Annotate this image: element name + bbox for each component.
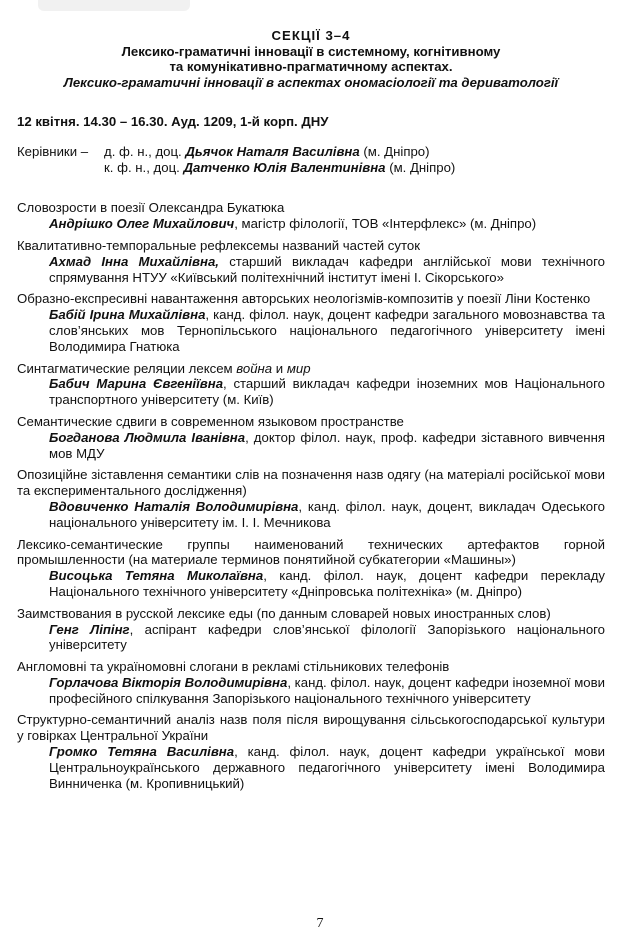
talk-title: Структурно-семантичний аналіз назв поля після вирощування сільськогосподарської культури у говірках Центральної України [17,712,605,744]
author-name: Ахмад Інна Михайлівна, [49,253,219,269]
leader-name: Дьячок Наталя Василівна [185,144,360,160]
talk-author [17,622,605,654]
author-info: , канд. філол. наук, доцент кафедри загального мовознавства та слов’янських мов Тернопільського національного педагогічного університету імені Володимира Гнатюка [49,307,605,354]
leader-row [17,144,605,160]
section-subtitle-2: та комунікативно-прагматичному аспектах. [169,59,453,75]
talk-author [17,430,605,462]
section-header [17,28,605,90]
author-info: , доктор філол. наук, проф. кафедри зіставного вивчення мов МДУ [49,429,605,461]
talk-item [17,659,605,706]
talk-item [17,414,605,461]
section-title: СЕКЦІЇ 3–4 [271,28,351,43]
talk-author [17,499,605,531]
leader-degree: д. ф. н., доц. [104,144,182,160]
talk-title: Семантические сдвиги в современном языковом пространстве [17,413,404,429]
title-italic-term: война [236,360,273,376]
talk-item [17,537,605,600]
talk-item [17,238,605,285]
talk-item [17,291,605,354]
leaders-block [17,144,605,176]
leader-row [17,160,605,176]
talk-title: Квалитативно-темпоральные рефлексемы названий частей суток [17,237,420,253]
author-name: Висоцька Тетяна Миколаївна [49,568,264,584]
leader-place: (м. Дніпро) [389,160,456,176]
section-subtitle-1: Лексико-граматичні інновації в системному, когнітивному [121,43,501,59]
author-info: старший викладач кафедри англійської мови технічного спрямування НТУУ «Київський політехнічний інститут імені І. Сікорського» [49,253,605,285]
author-name: Горлачова Вікторія Володимирівна [49,674,288,690]
author-name: Бабій Ірина Михайлівна [49,307,206,323]
talk-title: Словозрости в поезії Олександра Букатюка [17,200,285,216]
talk-author [17,744,605,791]
title-italic-term: мир [286,360,311,376]
author-info: , канд. філол. наук, доцент, викладач Одеського національного університету ім. І. І. Мечникова [49,498,605,530]
session-datetime: 12 квітня. 14.30 – 16.30. Ауд. 1209, 1-й корп. ДНУ [17,114,329,130]
talk-author [17,568,605,600]
document-page [17,28,605,797]
talk-item [17,606,605,653]
talk-author [17,376,605,408]
talk-title: Образно-експресивні навантаження авторських неологізмів-композитів у поезії Ліни Костенко [17,291,591,307]
talk-title: Англомовні та україномовні слогани в рекламі стільникових телефонів [17,659,450,675]
leader-name: Датченко Юлія Валентинівна [183,160,386,176]
talk-author [17,675,605,707]
top-tab [38,0,190,11]
talk-item [17,361,605,408]
author-name: Громко Тетяна Василівна [49,744,235,760]
author-info: , магістр філології, ТОВ «Інтерфлекс» (м. Дніпро) [234,216,537,232]
talk-title [17,361,605,377]
talk-title: Лексико-семантические группы наименований технических артефактов горной промышленности (на материале терминов понятийной субкатегории «Машины») [17,536,605,568]
title-text: и [272,360,287,376]
talk-title: Заимствования в русской лексике еды (по данным словарей новых иностранных слов) [17,605,551,621]
author-name: Вдовиченко Наталія Володимирівна [49,498,299,514]
talk-item [17,200,605,232]
author-info: , аспірант кафедри слов’янської філології Запорізького національного університету [49,621,606,653]
section-subtitle-3: Лексико-граматичні інновації в аспектах ономасіології та дериватології [63,74,559,90]
leaders-label: Керівники – [17,144,89,160]
author-name: Андрішко Олег Михайлович [49,216,235,232]
author-info: , старший викладач кафедри іноземних мов Національного транспортного університету (м. Київ) [49,376,605,408]
talk-title: Опозиційне зіставлення семантики слів на позначення назв одягу (на матеріалі російської мови та експериментального дослідження) [17,467,605,499]
author-info: , канд. філол. наук, доцент кафедри перекладу Національного технічного університету «Дніпровська політехніка» (м. Дніпро) [49,568,606,599]
author-info: , канд. філол. наук, доцент кафедри української мови Центральноукраїнського державного педагогічного університету імені Володимира Винниченка (м. Кропивницький) [49,744,605,791]
author-name: Бабич Марина Євгеніївна [49,376,224,392]
leader-place: (м. Дніпро) [363,144,430,160]
page-number: 7 [316,916,324,931]
talk-item [17,712,605,791]
author-info: , канд. філол. наук, доцент кафедри іноземної мови професійного спілкування Запорізького національного технічного університету [49,674,605,706]
author-name: Богданова Людмила Іванівна [49,429,246,445]
leader-degree: к. ф. н., доц. [104,160,180,176]
title-text: Синтагматические реляции лексем [17,360,237,376]
talk-author [17,254,605,286]
talk-item [17,467,605,530]
leaders-label-spacer [17,160,104,176]
talk-author [17,307,605,354]
leader-text [104,144,430,160]
leader-text [104,160,455,176]
talk-author [17,216,605,232]
talks-list [17,200,605,791]
author-name: Генг Ліпінг [49,621,130,637]
